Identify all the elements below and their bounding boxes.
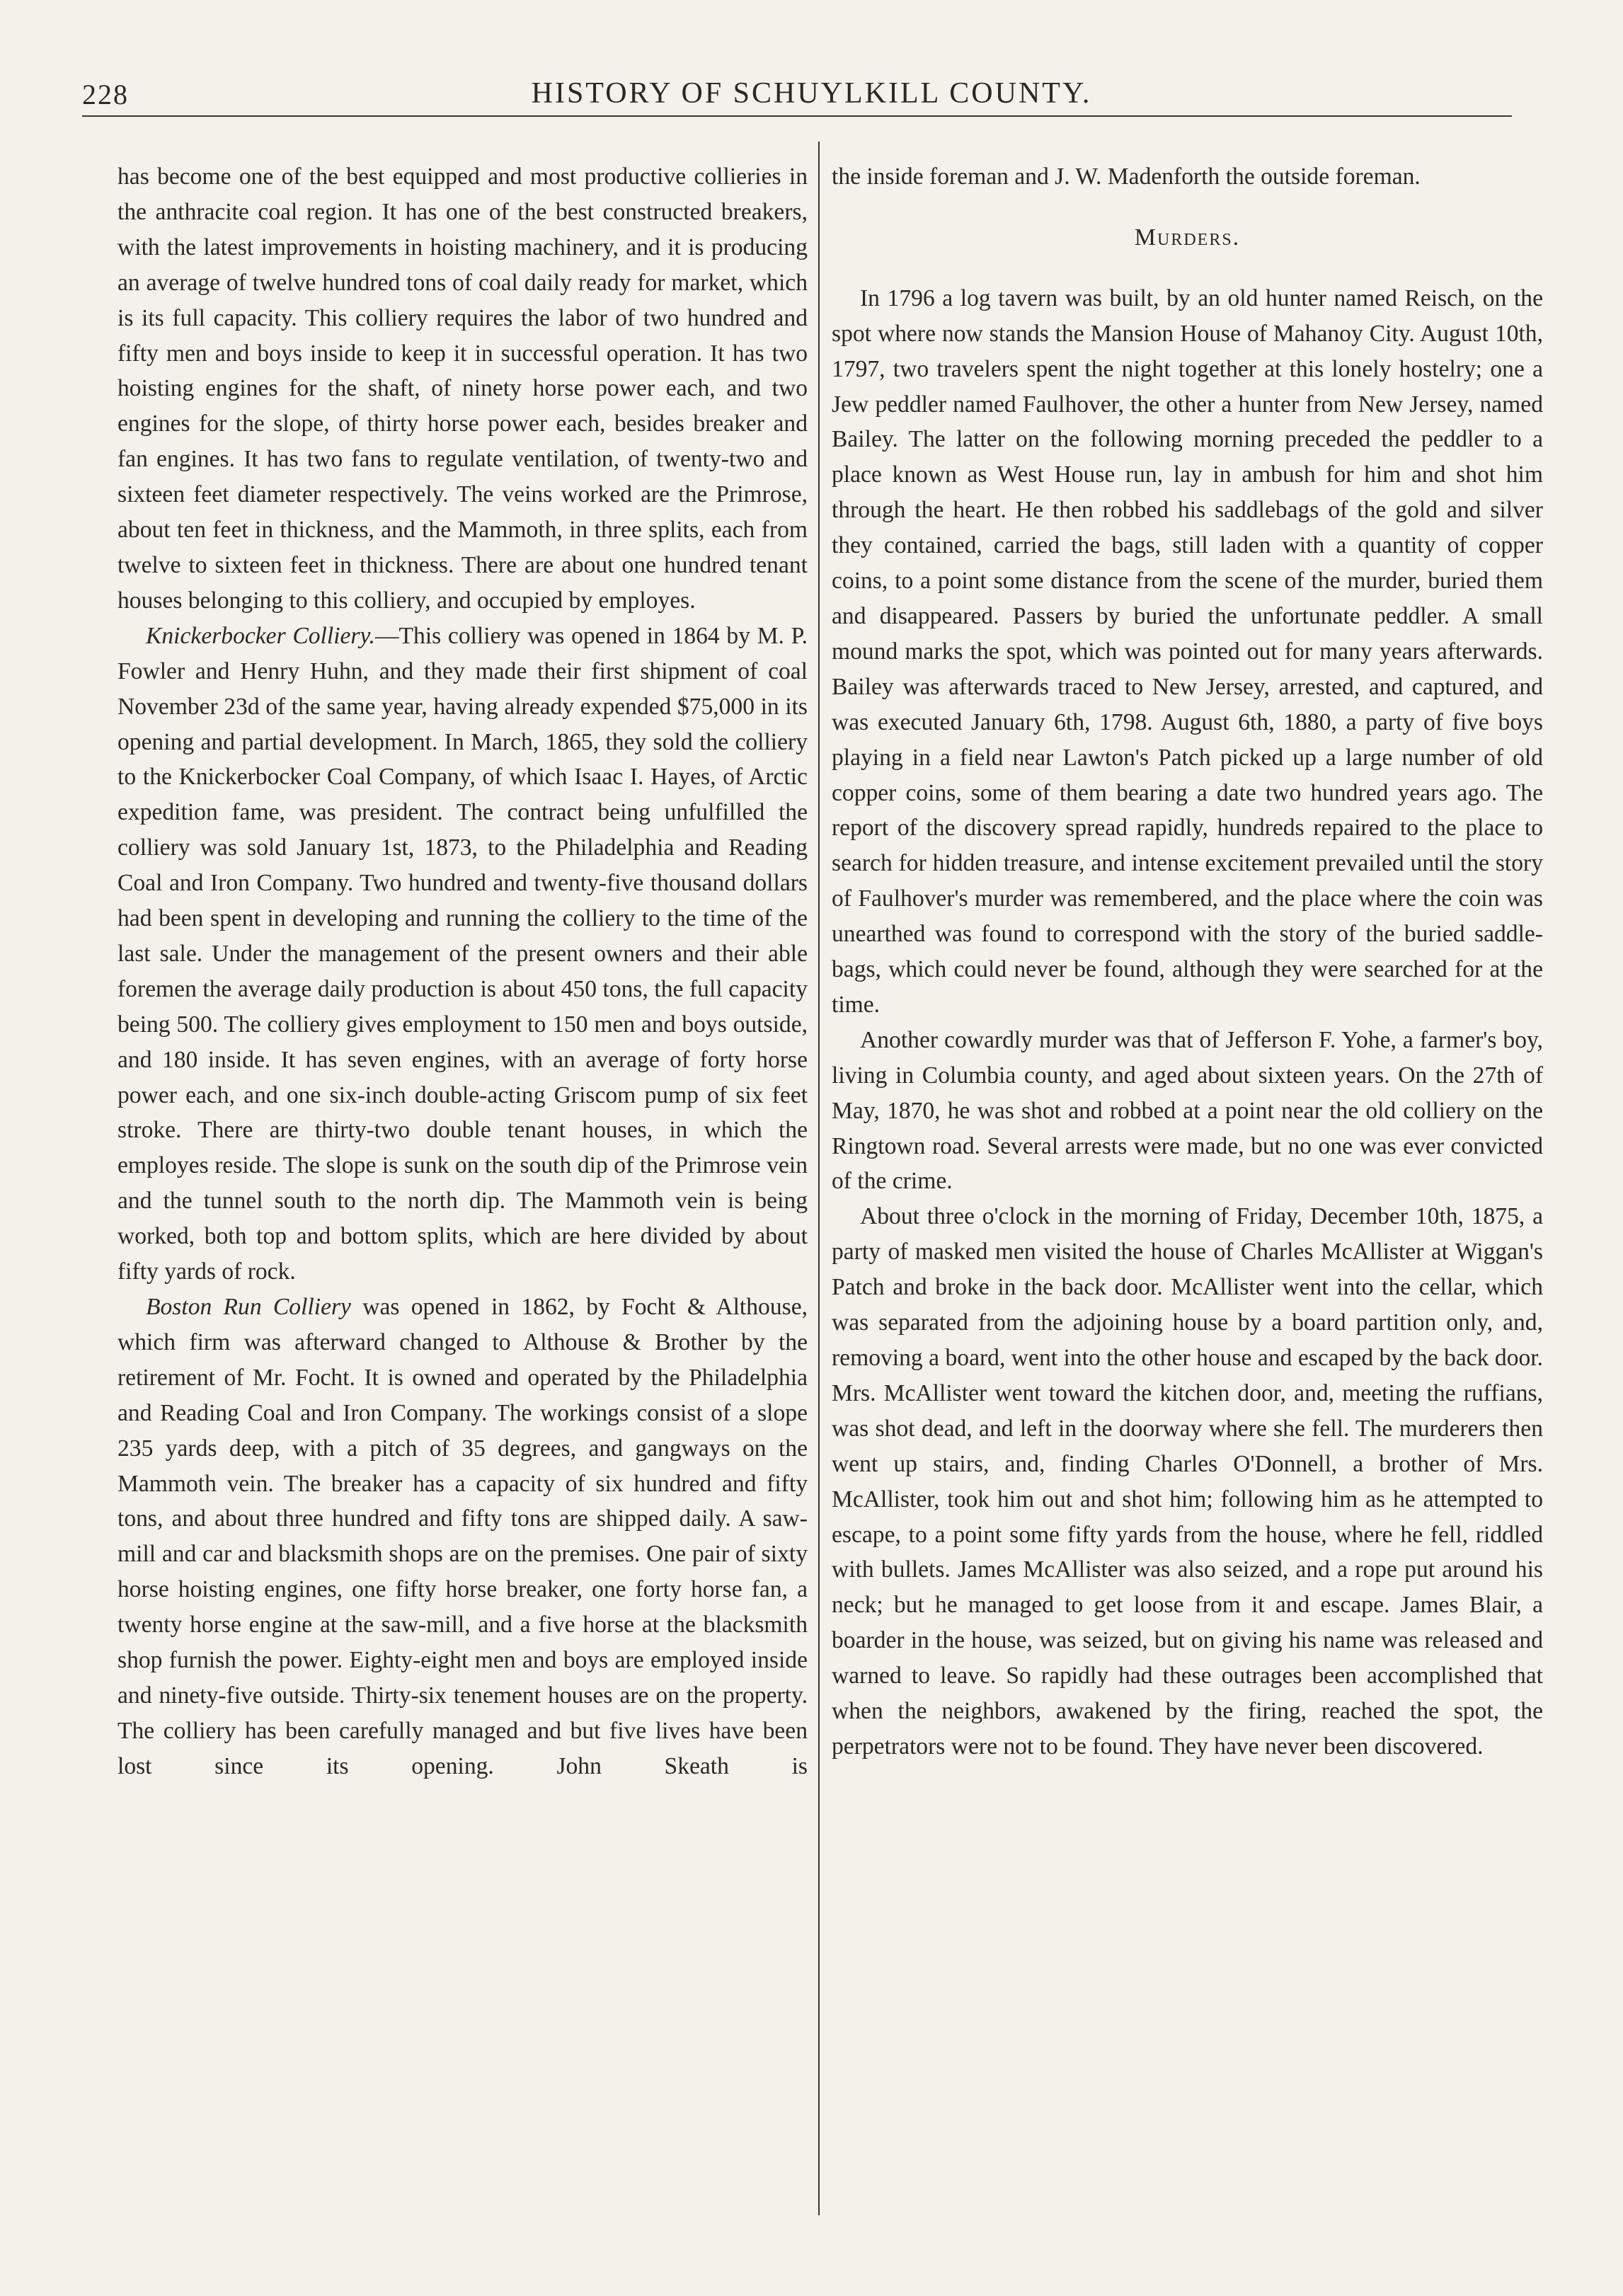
boston-run-paragraph: [117, 1290, 808, 1784]
right-column: [832, 159, 1543, 1764]
knickerbocker-paragraph: [117, 619, 808, 1290]
knickerbocker-text: —This colliery was opened in 1864 by M. P. Fowler and Henry Huhn, and they made their first shipment of coal November 23d of the same year, having already expended $75,000 in its opening and partial development. In March, 1865, they sold the colliery to the Knickerbocker Coal Company, of which Isaac I. Hayes, of Arctic expedition fame, was president. The contract being unfulfilled the colliery was sold January 1st, 1873, to the Philadelphia and Reading Coal and Iron Company. Two hundred and twenty-five thousand dollars had been spent in developing and running the colliery to the time of the last sale. Under the management of the present owners and their able foremen the average daily production is about 450 tons, the full capacity being 500. The colliery gives employment to 150 men and boys outside, and 180 inside. It has seven engines, with an average of forty horse power each, and one six-inch double-acting Griscom pump of six feet stroke. There are thirty-two double tenant houses, in which the employes reside. The slope is sunk on the south dip of the Primrose vein and the tunnel south to the north dip. The Mammoth vein is being worked, both top and bottom splits, which are here divided by about fifty yards of rock.: [117, 622, 808, 1285]
yohe-murder-paragraph: Another cowardly murder was that of Jefferson F. Yohe, a farmer's boy, living in Columbia county, and aged about sixteen years. On the 27th of May, 1870, he was shot and robbed at a point near the old colliery on the Ringtown road. Several arrests were made, but no one was ever convicted of the crime.: [832, 1026, 1543, 1195]
boston-run-text: was opened in 1862, by Focht & Althouse, which firm was afterward changed to Althouse & Brother by the retirement of Mr. Focht. It is owned and operated by the Philadelphia and Reading Coal and Iron Company. The workings consist of a slope 235 yards deep, with a pitch of 35 degrees, and gangways on the Mammoth vein. The breaker has a capacity of six hundred and fifty tons, and about three hundred and fifty tons are shipped daily. A saw-mill and car and blacksmith shops are on the premises. One pair of sixty horse hoisting engines, one fifty horse breaker, one forty horse fan, a twenty horse engine at the saw-mill, and a five horse at the blacksmith shop furnish the power. Eighty-eight men and boys are employed inside and ninety-five outside. Thirty-six tenement houses are on the property. The colliery has been carefully managed and but five lives have been lost since its opening. John Skeath is: [117, 1294, 808, 1779]
running-head: HISTORY OF SCHUYLKILL COUNTY.: [531, 77, 1092, 110]
column-divider: [818, 142, 820, 2215]
reisch-tavern-paragraph: In 1796 a log tavern was built, by an old hunter named Reisch, on the spot where now stands the Mansion House of Mahanoy City. August 10th, 1797, two travelers spent the night together at this lonely hostelry; one a Jew peddler named Faulhover, the other a hunter from New Jersey, named Bailey. The latter on the following morning preceded the peddler to a place known as West House run, lay in ambush for him and shot him through the heart. He then robbed his saddlebags of the gold and silver they contained, carried the bags, still laden with a quantity of copper coins, to a point some distance from the scene of the murder, buried them and disappeared. Passers by buried the unfortunate peddler. A small mound marks the spot, which was pointed out for many years afterwards. Bailey was afterwards traced to New Jersey, arrested, and captured, and was executed January 6th, 1798. August 6th, 1880, a party of five boys playing in a field near Lawton's Patch picked up a large number of old copper coins, some of them bearing a date two hundred years ago. The report of the discovery spread rapidly, hundreds repaired to the place to search for hidden treasure, and intense excitement prevailed until the story of Faulhover's murder was remembered, and the place where the coin was unearthed was found to correspond with the story of the buried saddle-bags, which could never be found, although they were searched for at the time.: [832, 285, 1543, 1018]
section-heading-murders: Murders.: [1134, 224, 1241, 251]
spacer: [832, 256, 1543, 281]
foreman-paragraph: the inside foreman and J. W. Madenforth the outside foreman.: [832, 163, 1421, 190]
knickerbocker-title: Knickerbocker Colliery.: [146, 622, 375, 649]
page-number: 228: [82, 79, 129, 110]
mcallister-murder-paragraph: About three o'clock in the morning of Friday, December 10th, 1875, a party of masked men visited the house of Charles McAllister at Wiggan's Patch and broke in the back door. McAllister went into the cellar, which was separated from the adjoining house by a board partition only, and, removing a board, went into the other house and escaped by the back door. Mrs. McAllister went toward the kitchen door, and, meeting the ruffians, was shot dead, and left in the doorway where she fell. The murderers then went up stairs, and, finding Charles O'Donnell, a brother of Mrs. McAllister, took him out and shot him; following him as he attempted to escape, to a point some fifty yards from the house, where he fell, riddled with bullets. James McAllister was also seized, and a rope put around his neck; but he managed to get loose from it and escape. James Blair, a boarder in the house, was seized, but on giving his name was released and warned to leave. So rapidly had these outrages been accomplished that when the neighbors, awakened by the firing, reached the spot, the perpetrators were not to be found. They have never been discovered.: [832, 1203, 1543, 1760]
spacer: [832, 195, 1543, 220]
boston-run-title: Boston Run Colliery: [146, 1294, 351, 1320]
colliery-paragraph: has become one of the best equipped and most productive collieries in the anthracite coal region. It has one of the best constructed breakers, with the latest improvements in hoisting machinery, and it is producing an average of twelve hundred tons of coal daily ready for market, which is its full capacity. This colliery requires the labor of two hundred and fifty men and boys inside to keep it in successful operation. It has two hoisting engines for the shaft, of ninety horse power each, and two engines for the slope, of thirty horse power each, besides breaker and fan engines. It has two fans to regulate ventilation, of twenty-two and sixteen feet diameter respectively. The veins worked are the Primrose, about ten feet in thickness, and the Mammoth, in three splits, each from twelve to sixteen feet in thickness. There are about one hundred tenant houses belonging to this colliery, and occupied by employes.: [117, 163, 808, 614]
left-column: [117, 159, 808, 1784]
header-rule: [82, 115, 1512, 117]
